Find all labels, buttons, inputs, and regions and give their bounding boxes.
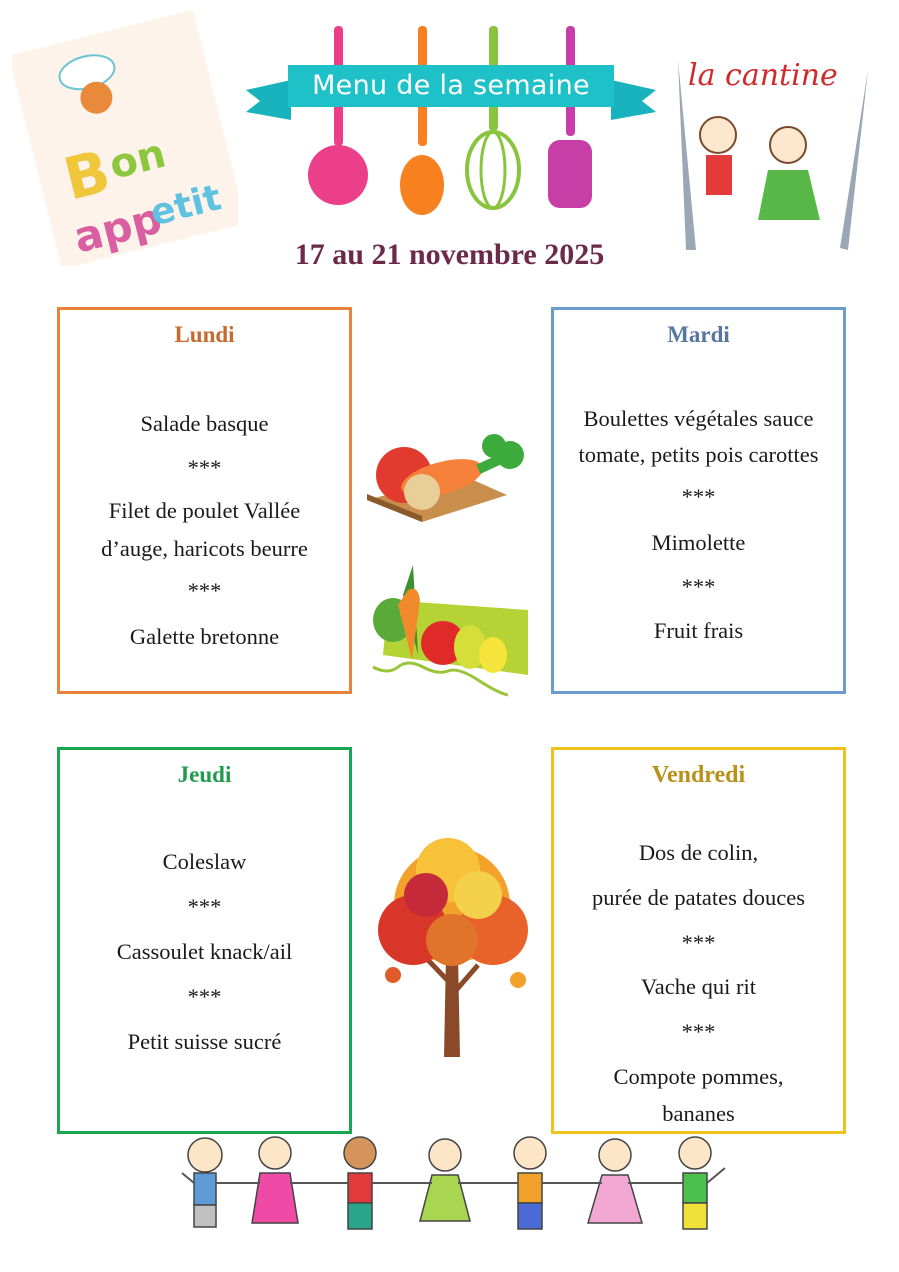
day-card-mardi	[551, 307, 846, 694]
svg-text:B: B	[57, 136, 117, 214]
day-title: Mardi	[667, 322, 730, 347]
menu-separator: ***	[681, 929, 716, 955]
menu-line: Boulettes végétales sauce	[583, 406, 814, 431]
menu-separator: ***	[187, 578, 222, 603]
bon-appetit-logo	[12, 10, 238, 266]
page-title: Menu de la semaine	[312, 70, 590, 101]
menu-line: Cassoulet knack/ail	[116, 939, 293, 964]
day-title: Jeudi	[177, 762, 232, 787]
menu-line: Fruit frais	[653, 618, 744, 643]
day-card-jeudi	[57, 747, 352, 1134]
menu-list	[554, 831, 843, 1128]
day-title: Lundi	[174, 322, 235, 347]
vegetables-basket-icon	[368, 555, 533, 705]
menu-line: Filet de poulet Vallée	[108, 497, 301, 523]
menu-line: tomate, petits pois carottes	[578, 442, 819, 467]
menu-line: Vache qui rit	[641, 974, 756, 1000]
svg-text:la cantine: la cantine	[688, 58, 838, 93]
menu-list	[554, 401, 843, 653]
menu-line: d’auge, haricots beurre	[101, 536, 308, 561]
menu-list	[60, 403, 349, 659]
day-card-lundi	[57, 307, 352, 694]
menu-line: Dos de colin,	[638, 840, 759, 865]
menu-line: purée de patates douces	[591, 884, 806, 910]
menu-list	[60, 839, 349, 1064]
autumn-tree-icon	[368, 825, 536, 1060]
vegetables-board-icon	[362, 430, 527, 525]
menu-line: Salade basque	[140, 411, 269, 436]
children-chain-icon	[180, 1133, 740, 1251]
menu-separator: ***	[187, 984, 222, 1009]
day-card-vendredi	[551, 747, 846, 1134]
menu-separator: ***	[187, 894, 222, 919]
menu-line: Mimolette	[651, 530, 746, 555]
menu-line: Galette bretonne	[129, 624, 280, 649]
la-cantine-logo	[658, 40, 886, 265]
cooking-utensils-icon	[246, 20, 656, 220]
menu-line: Petit suisse sucré	[127, 1029, 282, 1054]
menu-line: Coleslaw	[162, 849, 247, 874]
menu-line: Compote pommes,	[613, 1063, 784, 1089]
svg-text:app: app	[68, 193, 167, 263]
svg-text:etit: etit	[146, 177, 226, 235]
menu-separator: ***	[187, 454, 222, 480]
svg-text:on: on	[104, 130, 171, 189]
menu-line: bananes	[662, 1100, 735, 1126]
week-dates: 17 au 21 novembre 2025	[294, 238, 605, 271]
menu-separator: ***	[681, 1019, 716, 1045]
menu-separator: ***	[681, 574, 716, 599]
day-title: Vendredi	[651, 762, 746, 788]
menu-separator: ***	[681, 484, 716, 509]
